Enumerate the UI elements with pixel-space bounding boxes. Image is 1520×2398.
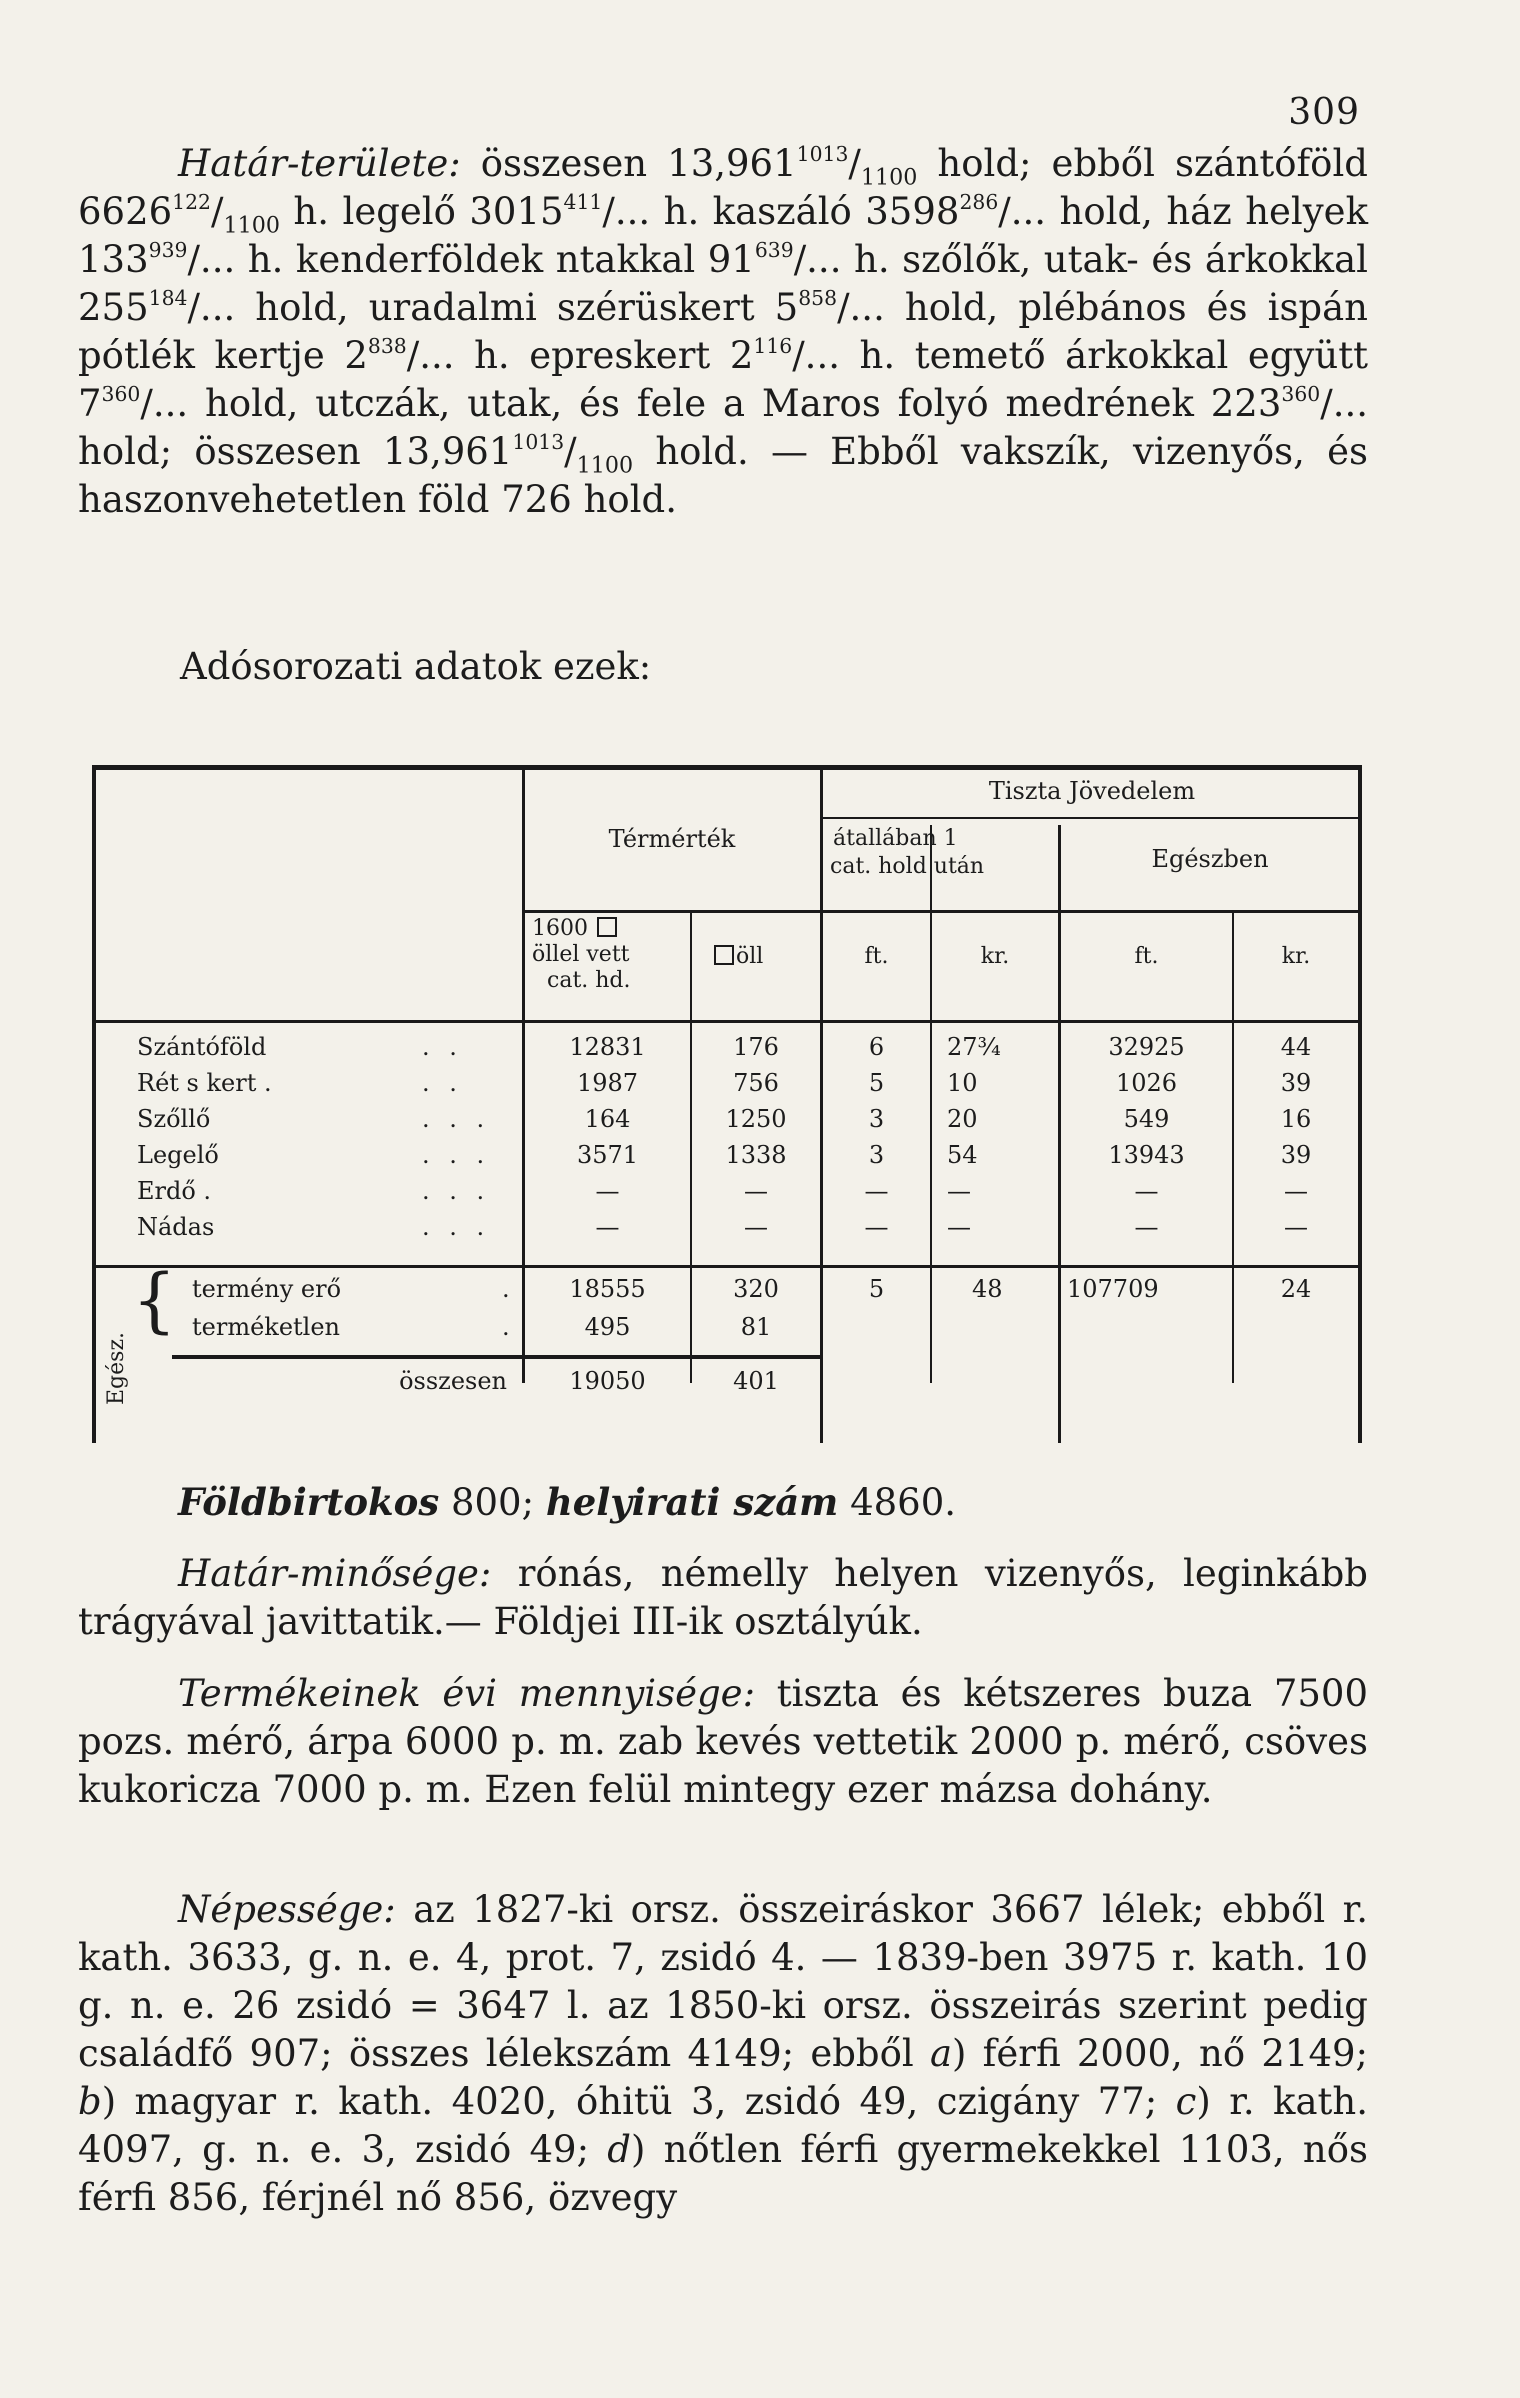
leader-dots: . .: [422, 1033, 463, 1061]
row-label: Erdő .: [137, 1177, 212, 1205]
table-cell: —: [1284, 1177, 1308, 1205]
cell: 18555: [569, 1275, 646, 1303]
table-cell: —: [864, 1177, 889, 1205]
table-cell: 3571: [576, 1141, 639, 1169]
table-cell: 20: [947, 1105, 978, 1133]
helyirati-value: 4860.: [850, 1481, 957, 1524]
foldbirtokos-value: 800;: [450, 1481, 535, 1524]
table-cell: —: [864, 1213, 889, 1241]
hatar-minosege-label: Határ-minősége:: [178, 1552, 492, 1595]
square-icon: [597, 917, 617, 937]
side-label-egesz: Egész.: [104, 1331, 129, 1405]
adatok-intro: Adósorozati adatok ezek:: [180, 645, 652, 688]
paragraph-foldbirtokos: [78, 1478, 1368, 1527]
header-ft-1: ft.: [864, 944, 889, 969]
brace-icon: {: [132, 1259, 177, 1341]
header-atallaban-2: cat. hold után: [830, 854, 985, 879]
cell: 107709: [1067, 1275, 1159, 1303]
termekeinek-text: tiszta és kétszeres buza 7500 pozs. mérő, árpa 6000 p. m. zab kevés vettetik 2000 p. mérő, csöves kukoricza 7000 p. m. Ezen felül mintegy ezer mázsa dohány.: [78, 1672, 1368, 1811]
cell: 19050: [569, 1367, 646, 1395]
header-tiszta-jovedelem: Tiszta Jövedelem: [988, 777, 1196, 805]
page-number: 309: [1288, 92, 1360, 133]
cell: 495: [584, 1313, 631, 1341]
table-cell: —: [744, 1213, 768, 1241]
header-oll: öll: [736, 944, 764, 969]
hatar-terulete-text: összesen $13,961^{1013}/_{1100}$ hold; ebből szántóföld $6626^{122}/_{1100}$ h. legelő 3015$^{411}$/... h. kaszáló 3598$^{286}$/... hold, ház helyek $133^{939}/$... h. kenderföldek ntakkal $91^{639}/$... h. szőlők, utak- és árkokkal $255^{184}/$... hold, uradalmi szérüskert $5^{858}/$... hold, plébános és ispán pótlék kertje $2^{838}/$... h. epreskert $2^{116}/$... h. temető árkokkal együtt $7^{360}/$... hold, utczák, utak, és fele a Maros folyó medrének $223^{360}/$... hold; összesen $13,961^{1013}/_{1100}$ hold. — Ebből vakszík, vizenyős, és haszonvehetetlen föld 726 hold.: [78, 141, 1369, 521]
table-cell: 3: [868, 1141, 885, 1169]
header-atallaban-1: átallában 1: [833, 826, 958, 851]
table-cell: 44: [1280, 1033, 1312, 1061]
row-label: Rét s kert .: [137, 1069, 272, 1097]
leader-dots: . . .: [422, 1141, 491, 1169]
table-cell: 39: [1280, 1069, 1312, 1097]
cell: 401: [733, 1367, 779, 1395]
leader-dots: . . .: [422, 1105, 491, 1133]
termekeinek-label: Termékeinek évi mennyisége:: [178, 1672, 756, 1715]
paragraph-termekeinek: [78, 1670, 1368, 1814]
table-cell: 1338: [725, 1141, 787, 1169]
header-egeszben: Egészben: [1151, 845, 1269, 873]
table-cell: 1987: [576, 1069, 639, 1097]
paragraph-nepessege: [78, 1886, 1368, 2222]
table-cell: —: [1134, 1177, 1159, 1205]
header-1600-value: 1600: [532, 916, 588, 941]
row-label: Legelő: [137, 1141, 219, 1169]
table-cell: 1026: [1115, 1069, 1178, 1097]
cell: 320: [733, 1275, 779, 1303]
table-cell: 5: [868, 1069, 885, 1097]
table-cell: 176: [733, 1033, 779, 1061]
helyirati-label: helyirati szám: [545, 1480, 839, 1524]
table-cell: 12831: [569, 1033, 646, 1061]
table-cell: 756: [733, 1069, 779, 1097]
row-label-termeketlen: terméketlen: [192, 1313, 341, 1341]
header-ollel-vett: öllel vett: [532, 942, 630, 967]
leader-dots: . .: [422, 1069, 463, 1097]
leader-dots: . . .: [422, 1177, 491, 1205]
row-label: Szőllő: [137, 1105, 211, 1133]
table-cell: 13943: [1108, 1141, 1185, 1169]
table-cell: 6: [868, 1033, 885, 1061]
table-cell: 1250: [725, 1105, 787, 1133]
cell: 81: [740, 1313, 772, 1341]
leader-dots: . . .: [422, 1213, 491, 1241]
nepessege-text: az 1827-ki orsz. összeiráskor 3667 lélek; ebből r. kath. 3633, g. n. e. 4, prot. 7, zsidó 4. — 1839-ben 3975 r. kath. 10 g. n. e. 26 zsidó = 3647 l. az 1850-ki orsz. összeirás szerint pedig családfő 907; összes lélekszám 4149; ebből a) férfi 2000, nő 2149; b) magyar r. kath. 4020, óhitü 3, zsidó 49, czigány 77; c) r. kath. 4097, g. n. e. 3, zsidó 49; d) nőtlen férfi gyermekekkel 1103, nős férfi 856, férjnél nő 856, özvegy: [78, 1888, 1368, 2219]
row-label: Nádas: [137, 1213, 215, 1241]
row-label-termeny-ero: termény erő: [192, 1275, 342, 1303]
table-cell: 27¾: [947, 1033, 1001, 1061]
table-cell: 10: [947, 1069, 978, 1097]
table-cell: 32925: [1108, 1033, 1185, 1061]
hatar-terulete-label: Határ-területe:: [178, 142, 461, 185]
table-cell: —: [1284, 1213, 1308, 1241]
row-label: Szántóföld: [137, 1033, 267, 1061]
cell: 48: [972, 1275, 1003, 1303]
table-cell: —: [595, 1177, 620, 1205]
table-cell: —: [1134, 1213, 1159, 1241]
table-cell: 39: [1280, 1141, 1312, 1169]
table-cell: 16: [1280, 1105, 1312, 1133]
table-cell: 3: [868, 1105, 885, 1133]
table-cell: 549: [1123, 1105, 1170, 1133]
header-ft-2: ft.: [1134, 944, 1159, 969]
square-icon: [714, 945, 734, 965]
table-cell: —: [947, 1177, 971, 1205]
cell: 24: [1280, 1275, 1312, 1303]
header-kr-1: kr.: [980, 944, 1010, 969]
row-label-osszesen: összesen: [399, 1367, 507, 1395]
foldbirtokos-label: Földbirtokos: [178, 1480, 440, 1524]
nepessege-label: Népessége:: [178, 1888, 396, 1931]
header-cat-hd: cat. hd.: [547, 968, 631, 993]
table-cell: —: [744, 1177, 768, 1205]
paragraph-hatar-minosege: [78, 1550, 1368, 1646]
header-1600: [532, 915, 619, 943]
cell: 5: [868, 1275, 885, 1303]
hatar-minosege-text: rónás, némelly helyen vizenyős, leginkább trágyával javittatik.— Földjei III-ik osztályúk.: [78, 1552, 1368, 1643]
header-termertek: Térmérték: [608, 825, 736, 853]
table-cell: —: [947, 1213, 971, 1241]
tax-table: Térmérték Tiszta Jövedelem átallában 1 cat. hold után Egészben 1600 öllel vett cat. hd. öll ft. kr. ft. kr. Szántóföld . . 12831 176 6 27¾ 32925 44 Rét s kert . . . 1987 756 5 10 1026 39 Szőllő . . . 164 1250 3 20 549 16 Legelő . . . 3571 1338 3 54 13943 39 Erdő . . . . — — — — — — Nádas . . . — — — — — — Egész. { termény erő . terméketlen . 18555 320 5 48 107709 24 495 81 összesen 19050 401: [92, 765, 1362, 1443]
header-kr-2: kr.: [1281, 944, 1311, 969]
table-cell: 164: [584, 1105, 631, 1133]
table-cell: —: [595, 1213, 620, 1241]
paragraph-hatar-terulete: [78, 140, 1368, 524]
table-cell: 54: [947, 1141, 978, 1169]
